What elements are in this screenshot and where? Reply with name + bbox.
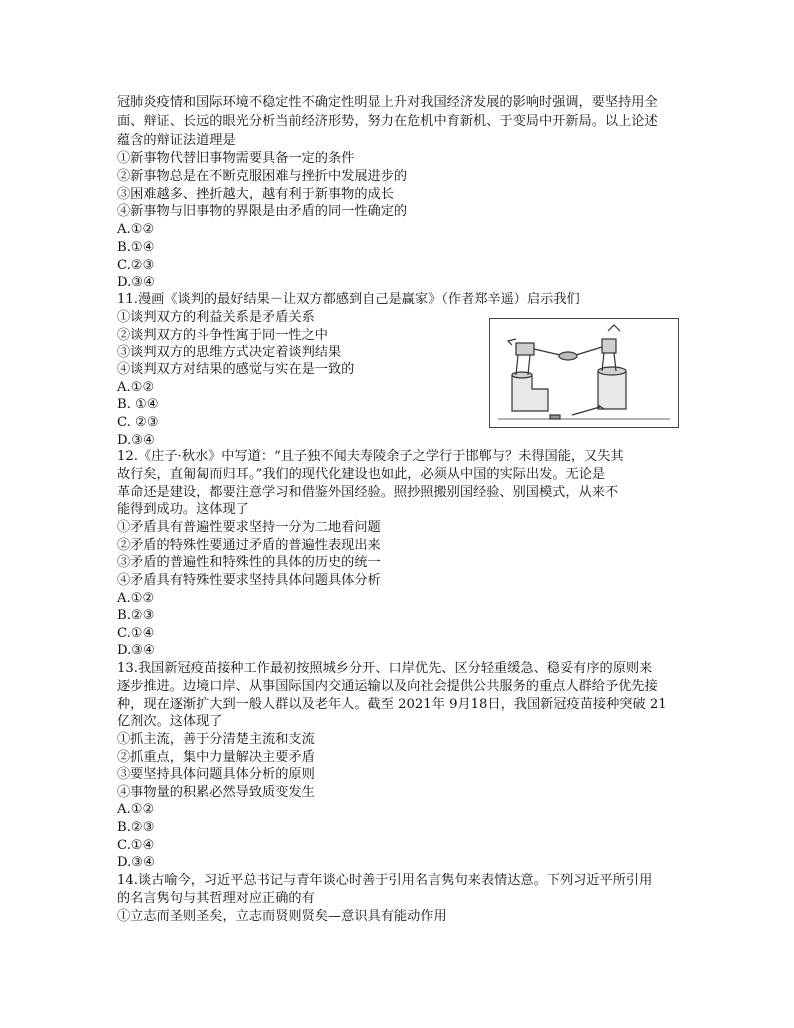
q12-statement-2: ②矛盾的特殊性要通过矛盾的普遍性表现出来 bbox=[117, 538, 381, 553]
q11-option-c: C. ②③ bbox=[117, 415, 159, 430]
q12-statement-1: ①矛盾具有普遍性要求坚持一分为二地看问题 bbox=[117, 520, 381, 535]
q13-option-b: B.②③ bbox=[117, 820, 155, 835]
q11-statement-1: ①谈判双方的利益关系是矛盾关系 bbox=[117, 310, 315, 325]
q13-statement-2: ②抓重点，集中力量解决主要矛盾 bbox=[117, 750, 315, 765]
q10-stem-line-1: 冠肺炎疫情和国际环境不稳定性不确定性明显上升对我国经济发展的影响时强调，要坚持用全 bbox=[117, 95, 658, 110]
q12-stem-line-4: 能得到成功。这体现了 bbox=[117, 502, 249, 517]
q10-option-b: B.①④ bbox=[117, 240, 155, 255]
q13-option-a: A.①② bbox=[117, 802, 155, 817]
q12-statement-4: ④矛盾具有特殊性要求坚持具体问题具体分析 bbox=[117, 573, 381, 588]
q10-option-a: A.①② bbox=[117, 222, 155, 237]
q14-statement-1: ①立志而圣则圣矣，立志而贤则贤矣—意识具有能动作用 bbox=[117, 909, 447, 924]
cartoon-drawing bbox=[490, 319, 678, 427]
q10-statement-1: ①新事物代替旧事物需要具备一定的条件 bbox=[117, 151, 355, 166]
q13-statement-1: ①抓主流，善于分清楚主流和支流 bbox=[117, 732, 315, 747]
q14-stem-line-1: 14.谈古喻今，习近平总书记与青年谈心时善于引用名言隽句来表情达意。下列习近平所引用 bbox=[117, 873, 653, 888]
q11-statement-2: ②谈判双方的斗争性寓于同一性之中 bbox=[117, 328, 328, 343]
q11-statement-4: ④谈判双方对结果的感觉与实在是一致的 bbox=[117, 362, 355, 377]
negotiation-cartoon bbox=[489, 318, 679, 428]
q13-stem-line-4: 亿剂次。这体现了 bbox=[117, 714, 223, 729]
q12-stem-line-2: 故行矣，直匍匐而归耳。”我们的现代化建设也如此，必须从中国的实际出发。无论是 bbox=[117, 467, 606, 482]
q12-option-c: C.①④ bbox=[117, 626, 155, 641]
q12-statement-3: ③矛盾的普遍性和特殊性的具体的历史的统一 bbox=[117, 555, 381, 570]
q12-option-a: A.①② bbox=[117, 591, 155, 606]
q10-statement-4: ④新事物与旧事物的界限是由矛盾的同一性确定的 bbox=[117, 204, 408, 219]
q11-statement-3: ③谈判双方的思维方式决定着谈判结果 bbox=[117, 345, 342, 360]
q11-option-d: D.③④ bbox=[117, 433, 155, 448]
q10-stem-line-3: 蕴含的辩证法道理是 bbox=[117, 133, 236, 148]
q10-option-c: C.②③ bbox=[117, 258, 155, 273]
q12-stem-line-1: 12.《庄子·秋水》中写道：“且子独不闻夫寿陵余子之学行于邯郸与？未得国能，又失其 bbox=[117, 449, 624, 464]
q13-stem-line-3: 种，现在逐渐扩大到一般人群以及老年人。截至 2021年 9月18日，我国新冠疫苗接种突破 21 bbox=[117, 697, 667, 712]
q10-statement-2: ②新事物总是在不断克服困难与挫折中发展进步的 bbox=[117, 169, 408, 184]
q10-stem-line-2: 面、辩证、长远的眼光分析当前经济形势，努力在危机中育新机、于变局中开新局。以上论述 bbox=[117, 114, 658, 129]
q13-statement-4: ④事物量的积累必然导致质变发生 bbox=[117, 785, 315, 800]
q12-option-b: B.②③ bbox=[117, 608, 155, 623]
q13-option-c: C.①④ bbox=[117, 838, 155, 853]
q10-statement-3: ③困难越多、挫折越大，越有利于新事物的成长 bbox=[117, 187, 394, 202]
q11-option-b: B. ①④ bbox=[117, 397, 159, 412]
q13-stem-line-2: 逐步推进。边境口岸、从事国际国内交通运输以及向社会提供公共服务的重点人群给予优先接 bbox=[117, 679, 658, 694]
q14-stem-line-2: 的名言隽句与其哲理对应正确的有 bbox=[117, 891, 315, 906]
q11-option-a: A.①② bbox=[117, 380, 155, 395]
q13-statement-3: ③要坚持具体问题具体分析的原则 bbox=[117, 767, 315, 782]
q12-stem-line-3: 革命还是建设，都要注意学习和借鉴外国经验。照抄照搬别国经验、别国模式，从来不 bbox=[117, 485, 619, 500]
q13-stem-line-1: 13.我国新冠疫苗接种工作最初按照城乡分开、口岸优先、区分轻重缓急、稳妥有序的原则来 bbox=[117, 661, 653, 676]
q11-stem: 11.漫画《谈判的最好结果－让双方都感到自己是赢家》（作者郑辛遥）启示我们 bbox=[117, 292, 580, 307]
q10-option-d: D.③④ bbox=[117, 275, 155, 290]
q13-option-d: D.③④ bbox=[117, 855, 155, 870]
q12-option-d: D.③④ bbox=[117, 643, 155, 658]
